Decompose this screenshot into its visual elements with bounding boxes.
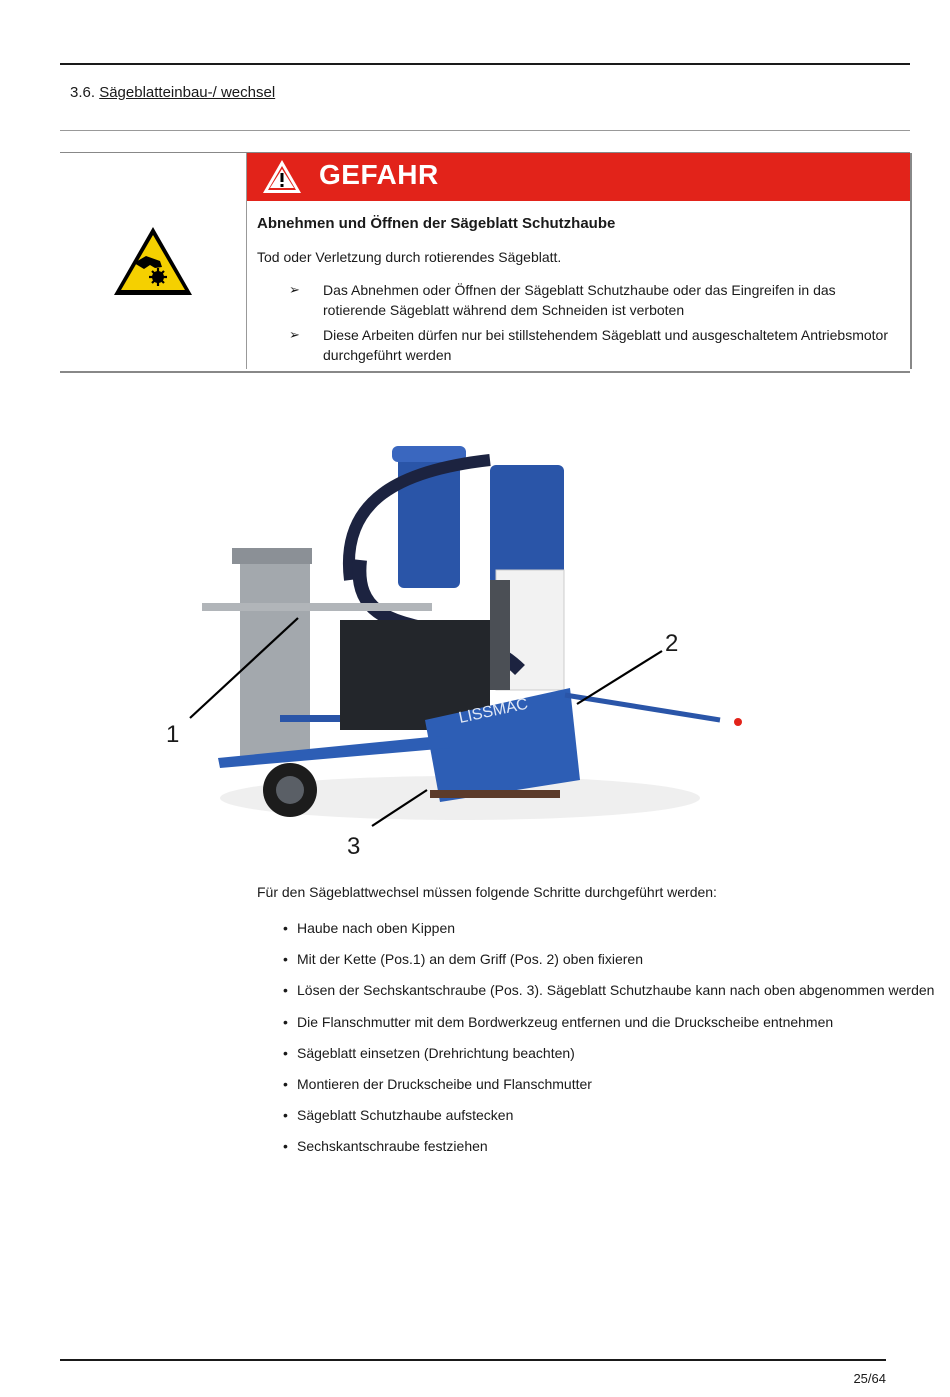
steps-intro: Für den Sägeblattwechsel müssen folgende Schritte durchgeführt werden: <box>257 884 717 900</box>
danger-notice <box>60 152 910 373</box>
brand-label: LISSMAC <box>457 695 530 727</box>
list-item: • Sägeblatt einsetzen (Drehrichtung beachten) <box>283 1043 934 1074</box>
callout-2: 2 <box>665 630 679 657</box>
list-item: • Haube nach oben Kippen <box>283 918 934 949</box>
arrow-bullet-icon: ➢ <box>289 282 300 297</box>
warning-triangle-icon <box>261 158 303 196</box>
danger-item-text: Das Abnehmen oder Öffnen der Sägeblatt Schutzhaube oder das Eingreifen in das rotierende Sägeblatt während dem Schneiden ist verboten <box>323 282 836 318</box>
danger-band <box>247 153 910 201</box>
section-rule <box>60 130 910 131</box>
arrow-bullet-icon: ➢ <box>289 327 300 342</box>
callout-3: 3 <box>347 833 361 860</box>
list-item: • Montieren der Druckscheibe und Flanschmutter <box>283 1074 934 1105</box>
danger-content <box>246 153 912 369</box>
page-number: 25/64 <box>853 1371 886 1386</box>
danger-list <box>283 280 893 370</box>
list-item: • Die Flanschmutter mit dem Bordwerkzeug entfernen und die Druckscheibe entnehmen <box>283 1012 934 1043</box>
danger-item-text: Diese Arbeiten dürfen nur bei stillstehendem Sägeblatt und ausgeschaltetem Antriebsmotor durchgeführt werden <box>323 327 889 363</box>
section-number: 3.6. <box>70 84 96 101</box>
list-item: • Sechskantschraube festziehen <box>283 1136 934 1167</box>
danger-heading: Abnehmen und Öffnen der Sägeblatt Schutzhaube <box>257 215 616 232</box>
list-item: • Sägeblatt Schutzhaube aufstecken <box>283 1105 934 1136</box>
callout-1: 1 <box>166 721 180 748</box>
hand-injury-warning-icon <box>110 223 196 301</box>
danger-label: GEFAHR <box>319 159 439 190</box>
header-rule <box>60 63 910 65</box>
danger-item <box>283 280 893 320</box>
section-name: Sägeblatteinbau-/ wechsel <box>99 84 276 101</box>
list-item: • Lösen der Sechskantschraube (Pos. 3). Sägeblatt Schutzhaube kann nach oben abgenommen werden <box>283 980 934 1011</box>
danger-text: Tod oder Verletzung durch rotierendes Sägeblatt. <box>257 249 562 265</box>
danger-item <box>283 325 893 365</box>
section-title <box>70 84 275 101</box>
list-item: • Mit der Kette (Pos.1) an dem Griff (Pos. 2) oben fixieren <box>283 949 934 980</box>
footer-rule <box>60 1359 886 1361</box>
steps-list <box>283 918 934 1168</box>
